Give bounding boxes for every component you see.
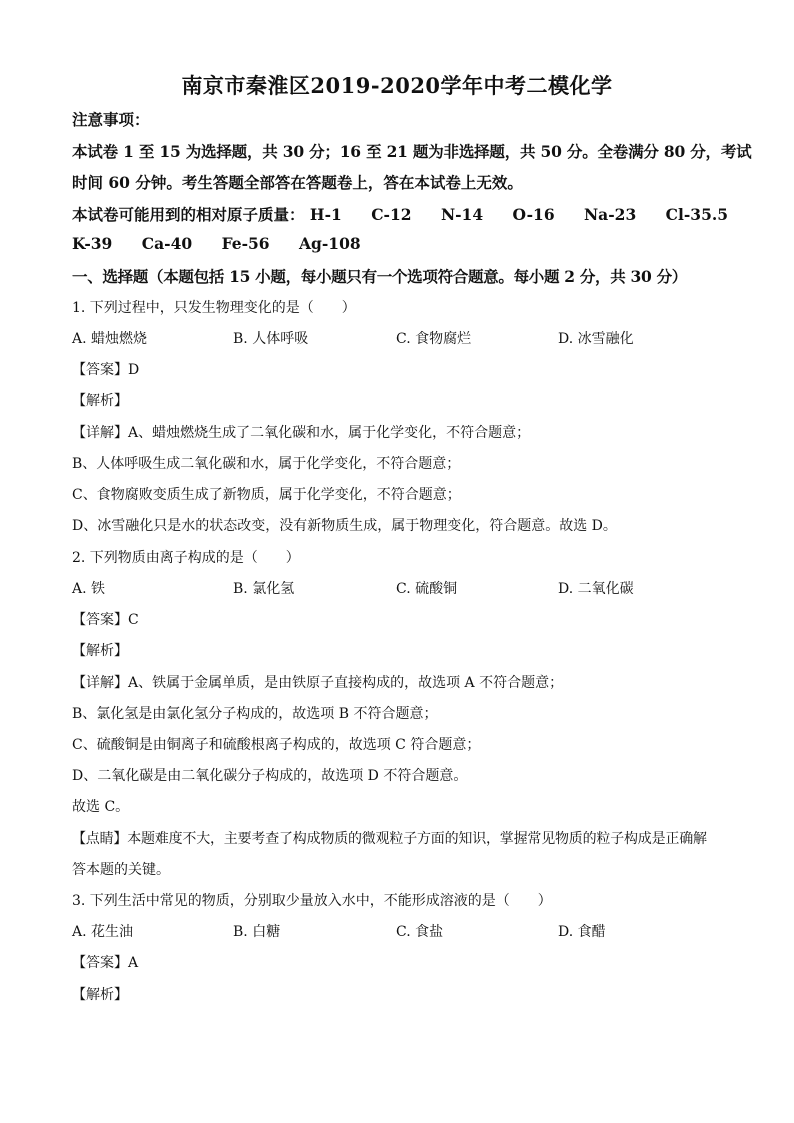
- page-title: 南京市秦淮区2019-2020学年中考二模化学: [181, 73, 613, 98]
- answer-line: 【答案】A: [72, 955, 139, 971]
- option-d: D. 食醋: [558, 924, 606, 940]
- option-d: D. 冰雪融化: [558, 331, 634, 347]
- question-stem: 1. 下列过程中，只发生物理变化的是（ ）: [72, 300, 356, 316]
- atomic-masses-label: 本试卷可能用到的相对原子质量：: [72, 205, 305, 224]
- option-b: B. 氯化氢: [233, 581, 295, 597]
- atomic-mass: Ca-40: [141, 234, 193, 253]
- option-d: D. 二氧化碳: [558, 581, 634, 597]
- atomic-mass: Cl-35.5: [665, 205, 729, 224]
- option-b: B. 人体呼吸: [233, 331, 309, 347]
- tip-line: 【点睛】本题难度不大，主要考查了构成物质的微观粒子方面的知识，掌握常见物质的粒子构成是正确解: [72, 831, 707, 847]
- atomic-mass: Na-23: [584, 205, 637, 224]
- atomic-mass: O-16: [512, 205, 555, 224]
- notice-heading: 注意事项：: [72, 110, 150, 129]
- option-a: A. 铁: [72, 581, 106, 597]
- section-heading: 一、选择题（本题包括 15 小题，每小题只有一个选项符合题意。每小题 2 分，共 30 分）: [72, 267, 688, 286]
- detail-line: 【详解】A、铁属于金属单质，是由铁原子直接构成的，故选项 A 不符合题意；: [72, 675, 564, 691]
- atomic-masses-row-1: [72, 203, 728, 225]
- question-stem: 3. 下列生活中常见的物质，分别取少量放入水中，不能形成溶液的是（ ）: [72, 893, 552, 909]
- answer-line: 【答案】D: [72, 362, 140, 378]
- analysis-heading: 【解析】: [72, 987, 128, 1003]
- option-b: B. 白糖: [233, 924, 281, 940]
- detail-line: C、食物腐败变质生成了新物质，属于化学变化，不符合题意；: [72, 487, 461, 503]
- detail-line: B、人体呼吸生成二氧化碳和水，属于化学变化，不符合题意；: [72, 456, 461, 472]
- detail-line: C、硫酸铜是由铜离子和硫酸根离子构成的，故选项 C 符合题意；: [72, 737, 481, 753]
- detail-line: D、冰雪融化只是水的状态改变，没有新物质生成，属于物理变化，符合题意。故选 D。: [72, 518, 617, 534]
- notice-line-2: 时间 60 分钟。考生答题全部答在答题卷上，答在本试卷上无效。: [72, 173, 523, 192]
- detail-line: B、氯化氢是由氯化氢分子构成的，故选项 B 不符合题意；: [72, 706, 438, 722]
- detail-line: D、二氧化碳是由二氧化碳分子构成的，故选项 D 不符合题意。: [72, 768, 468, 784]
- atomic-mass: Fe-56: [221, 234, 270, 253]
- conclusion-line: 故选 C。: [72, 799, 130, 815]
- detail-line: 【详解】A、蜡烛燃烧生成了二氧化碳和水，属于化学变化，不符合题意；: [72, 425, 531, 441]
- option-c: C. 食盐: [396, 924, 444, 940]
- tip-line: 答本题的关键。: [72, 862, 170, 878]
- analysis-heading: 【解析】: [72, 393, 128, 409]
- atomic-mass: N-14: [440, 205, 484, 224]
- option-a: A. 花生油: [72, 924, 134, 940]
- answer-line: 【答案】C: [72, 612, 139, 628]
- atomic-masses-row-2: [72, 234, 361, 253]
- atomic-mass: C-12: [371, 205, 412, 224]
- option-c: C. 硫酸铜: [396, 581, 458, 597]
- atomic-mass: H-1: [309, 205, 342, 224]
- atomic-mass: Ag-108: [299, 234, 361, 253]
- atomic-mass: K-39: [72, 234, 113, 253]
- option-a: A. 蜡烛燃烧: [72, 331, 148, 347]
- notice-line-1: 本试卷 1 至 15 为选择题，共 30 分；16 至 21 题为非选择题，共 50 分。全卷满分 80 分，考试: [72, 142, 752, 161]
- option-c: C. 食物腐烂: [396, 331, 472, 347]
- question-stem: 2. 下列物质由离子构成的是（ ）: [72, 550, 300, 566]
- analysis-heading: 【解析】: [72, 643, 128, 659]
